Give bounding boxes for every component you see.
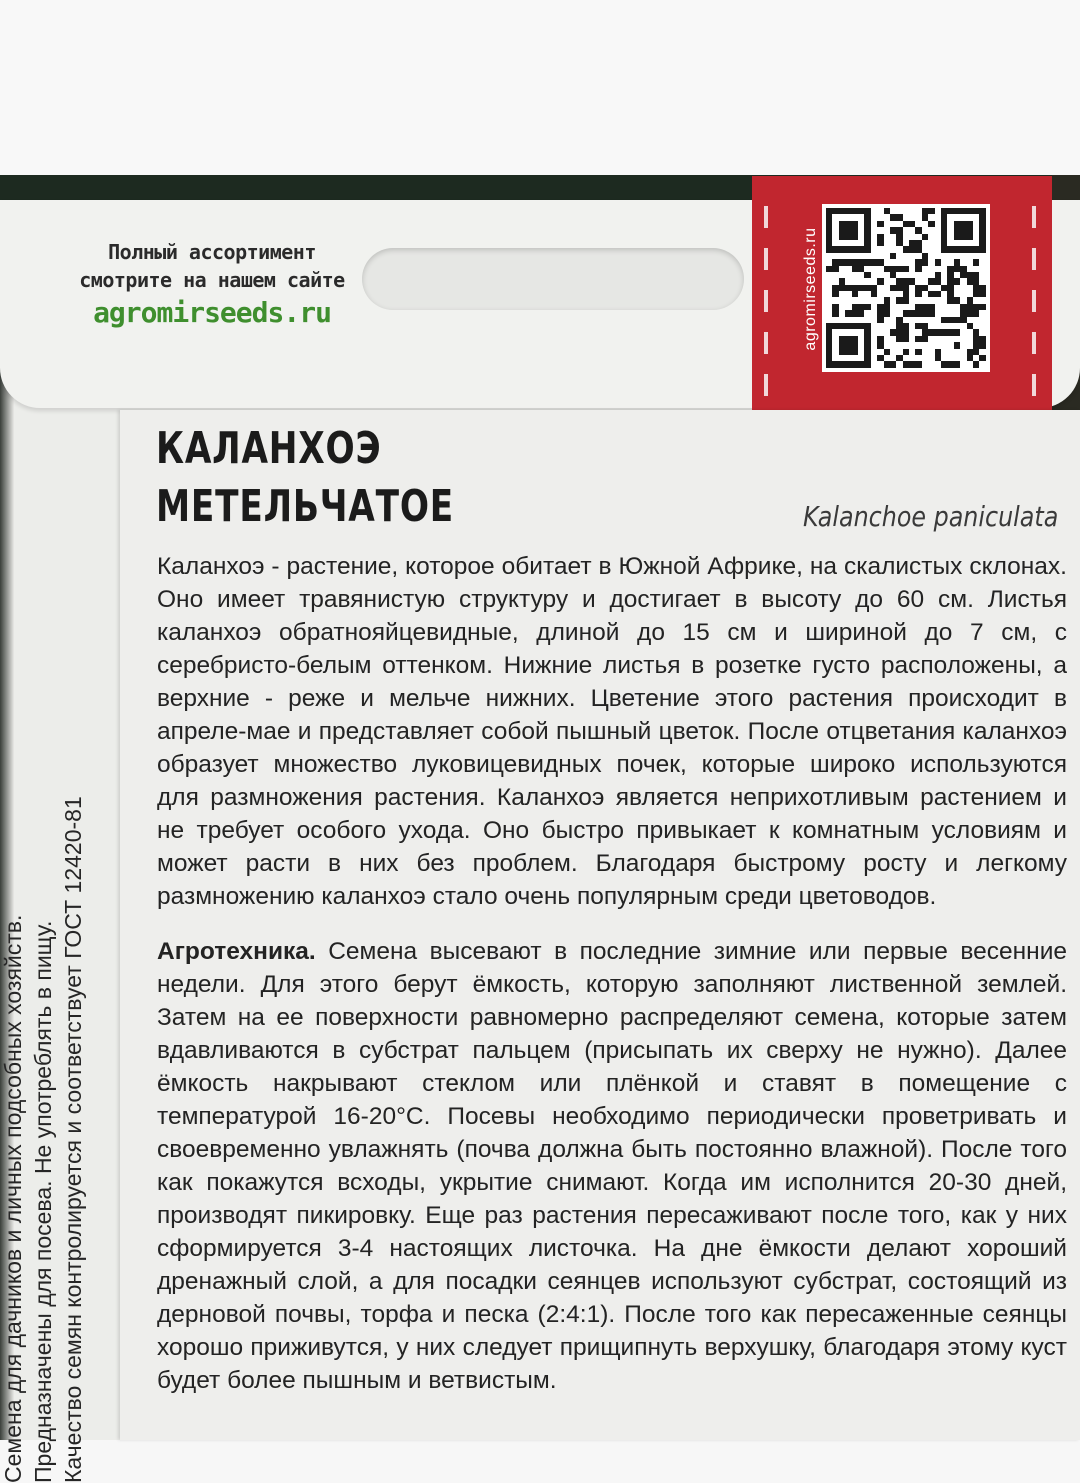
qr-code-image	[826, 208, 986, 368]
dash-mark	[764, 206, 768, 228]
agrotech-label: Агротехника.	[157, 938, 316, 965]
side-note-3: Качество семян контролируется и соответствует ГОСТ 12420-81	[60, 796, 86, 1483]
side-notes	[0, 796, 108, 1483]
dash-mark	[1032, 206, 1036, 228]
promo-line-1: Полный ассортимент	[108, 240, 316, 264]
dash-mark	[764, 290, 768, 312]
dash-mark	[1032, 290, 1036, 312]
qr-vertical-site: agromirseeds.ru	[802, 227, 819, 351]
dash-mark	[1032, 248, 1036, 270]
dash-mark	[764, 248, 768, 270]
latin-name: Kalanchoe paniculata	[802, 500, 1058, 533]
agrotech-text: Семена высевают в последние зимние или первые весенние недели. Для этого берут ёмкость, которую заполняют лиственной землей. Затем на ее поверхности равномерно распределяют семена, которые затем вдавливаются в субстрат пальцем (присыпать их сверху не нужно). Далее ёмкость накрывают стеклом или плёнкой и ставят в помещение с температурой 16-20°С. Посевы необходимо периодически проветривать и своевременно увлажнять (почва должна быть постоянно влажной). После того как покажутся всходы, укрытие снимают. Когда им исполнится 20-30 дней, производят пикировку. Еще раз растения пересаживают после того, как у них сформируется 3-4 настоящих листочка. На дне ёмкости делают хороший дренажный слой, а для посадки сеянцев используют субстрат, состоящий из дерновой почвы, торфа и песка (2:4:1). После того как пересаженные сеянцы хорошо приживутся, у них следует прищипнуть верхушку, благодаря этому куст будет более пышным и ветвистым.	[157, 938, 1067, 1394]
background-top	[0, 0, 1080, 175]
dash-mark	[1032, 374, 1036, 396]
qr-code[interactable]	[822, 204, 990, 372]
promo-block	[62, 238, 362, 332]
hang-slot	[362, 248, 744, 310]
title-line-2: МЕТЕЛЬЧАТОЕ	[156, 481, 455, 532]
agrotech-paragraph	[157, 935, 1067, 1397]
side-note-1: Семена для дачников и личных подсобных хозяйств.	[0, 914, 26, 1483]
title-line-1: КАЛАНХОЭ	[156, 423, 382, 474]
dash-mark	[764, 332, 768, 354]
description-paragraph: Каланхоэ - растение, которое обитает в Южной Африке, на скалистых склонах. Оно имеет травянистую структуру и достигает в высоту до 60 см. Листья каланхоэ обратнояйцевидные, длиной до 15 см и шириной до 7 см, с серебристо-белым оттенком. Нижние листья в розетке густо расположены, а верхние - реже и мельче нижних. Цветение этого растения происходит в апреле-мае и представляет собой пышный цветок. После отцветания каланхоэ образует множество луковицевидных почек, которые широко используются для размножения растения. Каланхоэ является неприхотливым растением и не требует особого ухода. Оно быстро привыкает к комнатным условиям и может расти в них без проблем. Благодаря быстрому росту и легкому размножению каланхоэ стало очень популярным среди цветоводов.	[157, 553, 1067, 910]
dash-mark	[1032, 332, 1036, 354]
side-note-2: Предназначены для посева. Не употреблять в пищу.	[30, 920, 56, 1483]
promo-website[interactable]: agromirseeds.ru	[93, 296, 331, 329]
promo-line-2: смотрите на нашем сайте	[79, 268, 345, 292]
product-title	[156, 420, 454, 536]
dash-mark	[764, 374, 768, 396]
